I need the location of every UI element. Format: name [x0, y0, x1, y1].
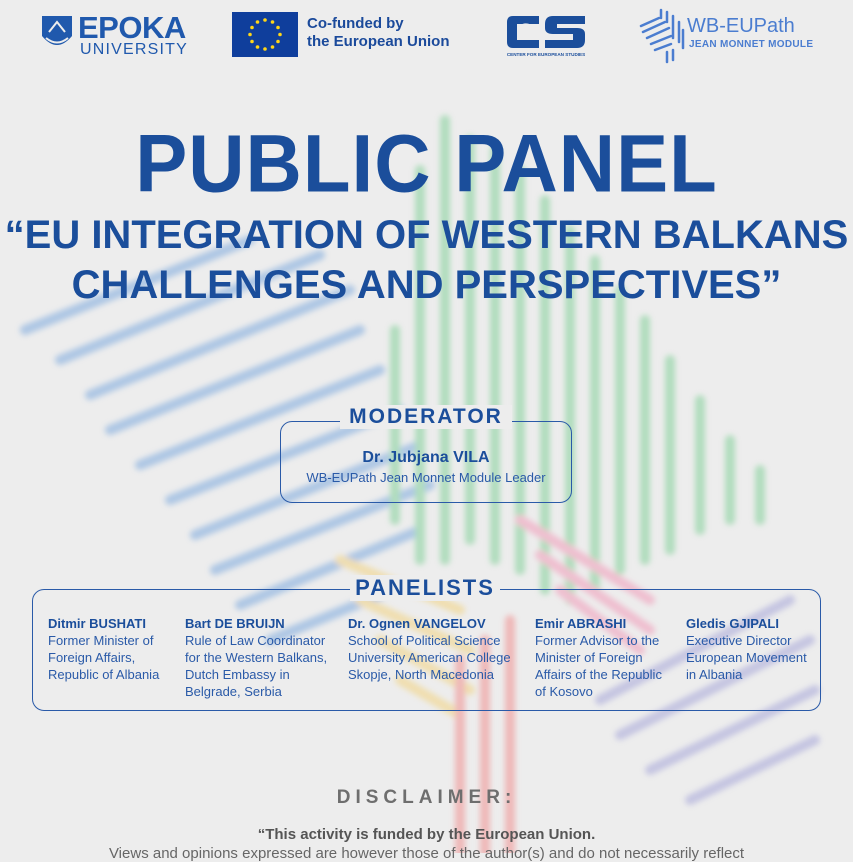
panelist-role-line: of Kosovo [535, 684, 593, 699]
panelists-label: PANELISTS [350, 575, 500, 601]
ces-logo-sub: CENTER FOR EUROPEAN STUDIES [506, 52, 586, 57]
panelist-card [348, 615, 530, 683]
panelist-role-line: Executive Director [686, 633, 792, 648]
panelist-name: Gledis GJIPALI [686, 616, 779, 631]
page-subtitle [0, 210, 853, 310]
panelist-role-line: European Movement [686, 650, 807, 665]
epoka-university-logo [40, 10, 189, 60]
epoka-logo-name: EPOKA [78, 10, 186, 45]
disclaimer-line1 [0, 826, 853, 843]
panelist-role-line: in Albania [686, 667, 743, 682]
panelist-role-line: University American College [348, 650, 511, 665]
disclaimer-title: DISCLAIMER: [336, 787, 517, 808]
epoka-logo-sub: UNIVERSITY [80, 41, 189, 58]
wb-eupath-logo [637, 8, 822, 64]
panelist-role-line: Rule of Law Coordinator [185, 633, 326, 648]
panelist-card [535, 615, 683, 700]
disclaimer-line1-text: “This activity is funded by the European Union. [257, 826, 596, 843]
panelist-role-line: School of Political Science [348, 633, 501, 648]
panelist-card [48, 615, 180, 683]
eu-cofunded-line2: the European Union [307, 33, 450, 50]
subtitle-line1: “EU INTEGRATION OF WESTERN BALKANS [4, 213, 849, 257]
panelist-name: Emir ABRASHI [535, 616, 627, 631]
panelist-role-line: Former Advisor to the [535, 633, 660, 648]
eu-cofunded-line1: Co-funded by [307, 15, 404, 32]
panelist-role-line: Belgrade, Serbia [185, 684, 282, 699]
subtitle-line2: CHALLENGES AND PERSPECTIVES” [71, 263, 782, 307]
eu-cofunded-logo [232, 12, 457, 58]
panelist-name: Ditmir BUSHATI [48, 616, 146, 631]
page-title: PUBLIC PANEL [135, 116, 718, 210]
moderator-role: WB-EUPath Jean Monnet Module Leader [306, 470, 546, 485]
panelist-card [686, 615, 816, 683]
panelist-role-line: Affairs of the Republic [535, 667, 662, 682]
panelist-name: Dr. Ognen VANGELOV [348, 616, 486, 631]
wb-eupath-name: WB-EUPath [687, 15, 795, 37]
panelist-role-line: Dutch Embassy in [185, 667, 290, 682]
panelist-name: Bart DE BRUIJN [185, 616, 285, 631]
center-european-studies-logo [505, 12, 587, 60]
epoka-shield-icon [40, 14, 74, 54]
panelist-role-line: Republic of Albania [48, 667, 160, 682]
panelist-role-line: for the Western Balkans, [185, 650, 328, 665]
panelist-role-line: Skopje, North Macedonia [348, 667, 494, 682]
panelist-role-line: Former Minister of [48, 633, 154, 648]
eu-flag-icon [232, 12, 298, 57]
moderator-label: MODERATOR [340, 405, 512, 429]
panelist-role-line: Foreign Affairs, [48, 650, 136, 665]
panelist-role-line: Minister of Foreign [535, 650, 643, 665]
balkans-map-icon [637, 8, 687, 64]
moderator-name: Dr. Jubjana VILA [362, 449, 490, 466]
disclaimer-line2: Views and opinions expressed are however those of the author(s) and do not necessarily reflect [108, 845, 745, 862]
ces-mark-icon [505, 12, 587, 60]
wb-eupath-sub: JEAN MONNET MODULE [689, 39, 814, 50]
panelist-card [185, 615, 345, 700]
